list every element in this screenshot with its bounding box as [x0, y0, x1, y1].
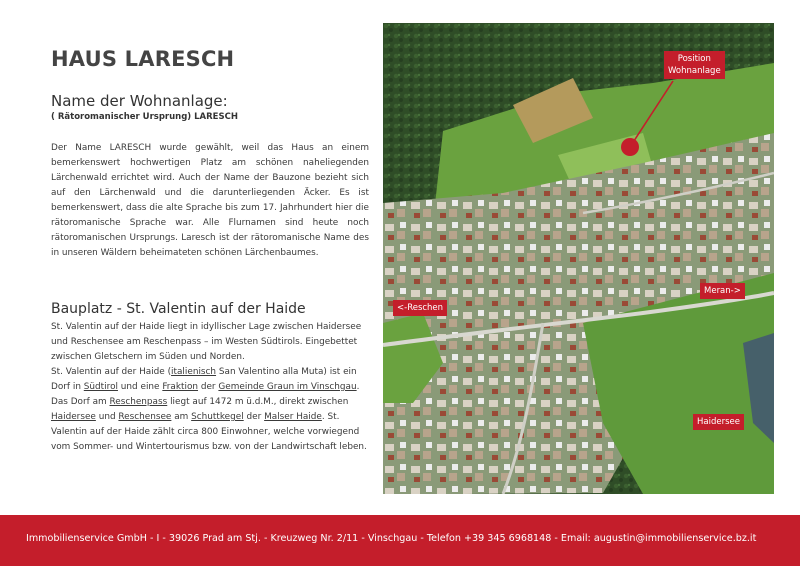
link-gemeinde-graun[interactable]: Gemeinde Graun im Vinschgau: [218, 382, 357, 392]
link-suedtirol[interactable]: Südtirol: [83, 382, 118, 392]
link-italienisch[interactable]: italienisch: [171, 367, 217, 377]
link-reschenpass[interactable]: Reschenpass: [109, 397, 168, 407]
bauplatz-text: [51, 320, 369, 455]
map-label-position: [664, 51, 725, 79]
page-title: HAUS LARESCH: [51, 47, 235, 71]
footer-contact: Immobilienservice GmbH - I - 39026 Prad am Stj. - Kreuzweg Nr. 2/11 - Vinschgau - Telefon +39 345 6968148 - Email: augustin@immobilienservice.bz.it: [26, 533, 757, 544]
bauplatz-heading: Bauplatz - St. Valentin auf der Haide: [51, 301, 306, 317]
text-fragment: St. Valentin auf der Haide (: [51, 367, 172, 377]
map-label-reschen: <-Reschen: [393, 300, 447, 316]
text-fragment: und: [95, 412, 119, 422]
footer-bar: [0, 515, 800, 566]
text-fragment: . St. Valentin auf der Haide zählt circa 800 Einwohner, welche vorwiegend vom Sommer- und Wintertourismus bzw. von der Landwirtschaft leben.: [51, 412, 367, 452]
map-label-line: Wohnanlage: [668, 66, 721, 76]
map-label-meran: Meran->: [700, 283, 745, 299]
text-fragment: der: [243, 412, 265, 422]
link-schuttkegel[interactable]: Schuttkegel: [191, 412, 244, 422]
text-fragment: der: [198, 382, 219, 392]
link-fraktion[interactable]: Fraktion: [162, 382, 199, 392]
text-fragment: liegt auf 1472 m ü.d.M., direkt zwischen: [167, 397, 349, 407]
text-fragment: .: [356, 382, 360, 392]
name-paragraph: Der Name LARESCH wurde gewählt, weil das Haus an einem bemerkenswert hochwertigen Platz am schönen naheliegenden Lärchenwald errichtet wird. Auch der Name der Bauzone bezieht sich auf den Lärchenwald und die darunterliegenden Äcker. Es ist bemerkenswert, dass die alte Sprache bis zum 17. Jahrhundert hier die rätoromanische Sprache war. Alle Flurnamen sind heute noch rätoromanischen Ursprungs. Laresch ist der rätoromanische Name des in unseren Wäldern beheimateten schönen Lärchenbaumes.: [51, 143, 369, 258]
map-label-line: Position: [677, 54, 711, 64]
bauplatz-paragraph-3: [51, 395, 369, 455]
map-label-haidersee: Haidersee: [693, 414, 744, 430]
bauplatz-paragraph-1: St. Valentin auf der Haide liegt in idyllischer Lage zwischen Haidersee und Reschensee am Reschenpass – im Westen Südtirols. Eingebettet zwischen Gletschern im Süden und Norden.: [51, 322, 362, 362]
text-fragment: San Valentino alla Muta) ist ein Dorf in: [51, 367, 357, 392]
name-subtitle: ( Rätoromanischer Ursprung) LARESCH: [51, 112, 238, 122]
link-haidersee[interactable]: Haidersee: [51, 412, 96, 422]
text-fragment: Das Dorf am: [51, 397, 110, 407]
name-heading: Name der Wohnanlage:: [51, 92, 228, 110]
map-position-marker: [621, 138, 639, 156]
link-reschensee[interactable]: Reschensee: [118, 412, 172, 422]
link-malser-haide[interactable]: Malser Haide: [264, 412, 322, 422]
text-fragment: und eine: [117, 382, 163, 392]
text-fragment: am: [171, 412, 192, 422]
bauplatz-paragraph-2: [51, 365, 369, 395]
